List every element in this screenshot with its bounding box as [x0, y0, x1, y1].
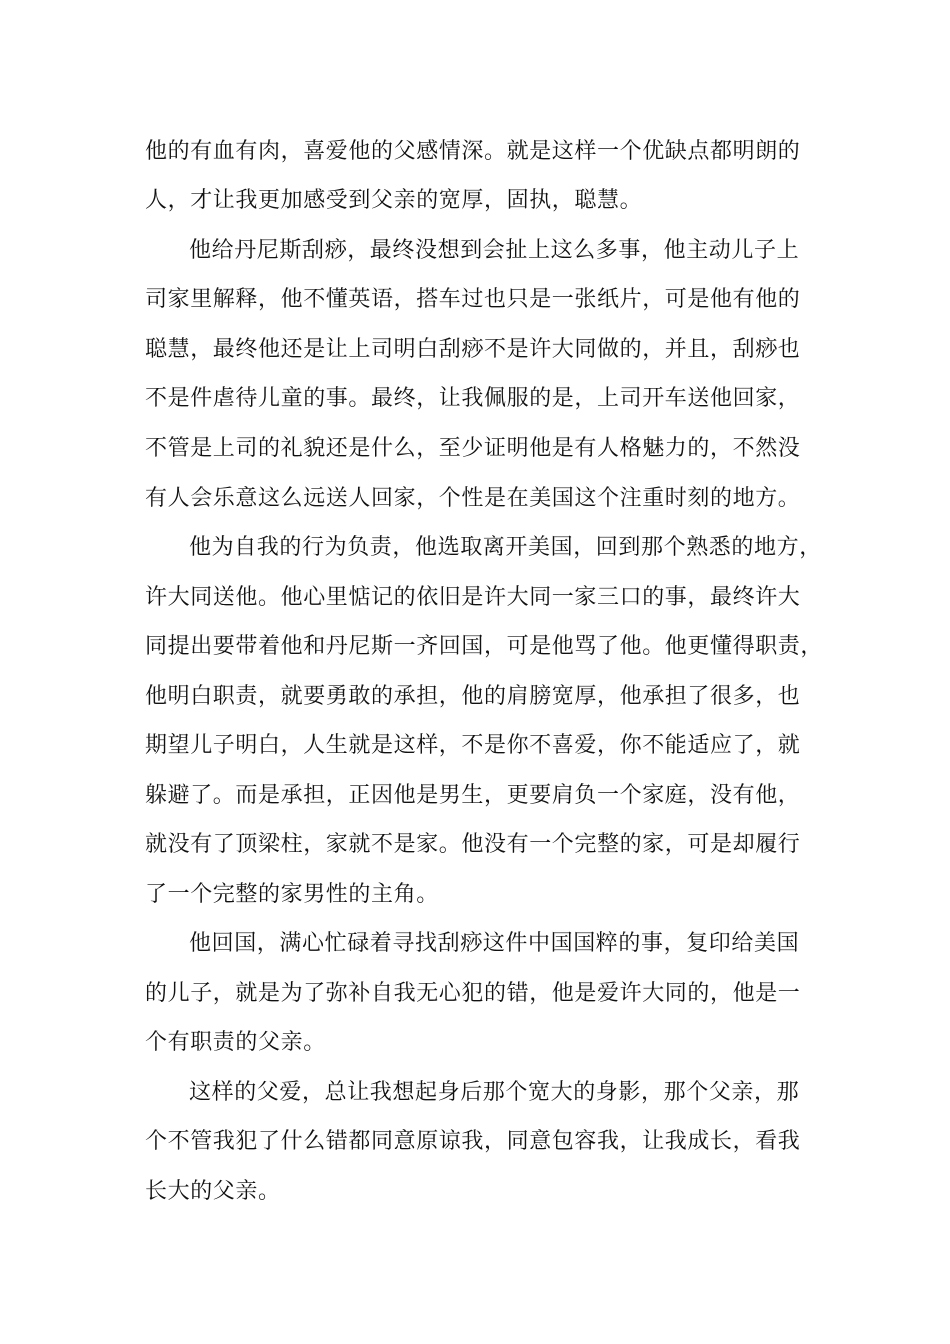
text-line: 许大同送他。他心里惦记的依旧是许大同一家三口的事，最终许大: [145, 585, 801, 610]
text-line: 人，才让我更加感受到父亲的宽厚，固执，聪慧。: [145, 188, 643, 213]
text-line: 躲避了。而是承担，正因他是男生，更要肩负一个家庭，没有他，: [145, 783, 801, 808]
text-line: 聪慧，最终他还是让上司明白刮痧不是许大同做的，并且，刮痧也: [145, 337, 801, 362]
text-line: 不管是上司的礼貌还是什么，至少证明他是有人格魅力的，不然没: [145, 436, 801, 461]
paragraph-start-line: 他回国，满心忙碌着寻找刮痧这件中国国粹的事，复印给美国: [189, 931, 800, 956]
paragraph-start-line: 他为自我的行为负责，他选取离开美国，回到那个熟悉的地方，: [189, 535, 822, 560]
text-line: 不是件虐待儿童的事。最终，让我佩服的是，上司开车送他回家，: [145, 386, 801, 411]
text-line: 的儿子，就是为了弥补自我无心犯的错，他是爱许大同的，他是一: [145, 981, 801, 1006]
text-line: 他明白职责，就要勇敢的承担，他的肩膀宽厚，他承担了很多，也: [145, 684, 801, 709]
paragraph-start-line: 他给丹尼斯刮痧，最终没想到会扯上这么多事，他主动儿子上: [189, 238, 800, 263]
text-line: 同提出要带着他和丹尼斯一齐回国，可是他骂了他。他更懂得职责，: [145, 634, 824, 659]
text-line: 他的有血有肉，喜爱他的父感情深。就是这样一个优缺点都明朗的: [145, 139, 801, 164]
paragraph-start-line: 这样的父爱，总让我想起身后那个宽大的身影，那个父亲，那: [189, 1080, 800, 1105]
text-line: 个不管我犯了什么错都同意原谅我，同意包容我，让我成长，看我: [145, 1129, 801, 1154]
text-line: 长大的父亲。: [145, 1179, 281, 1204]
text-line: 有人会乐意这么远送人回家，个性是在美国这个注重时刻的地方。: [145, 486, 801, 511]
text-line: 期望儿子明白，人生就是这样，不是你不喜爱，你不能适应了，就: [145, 733, 801, 758]
text-line: 司家里解释，他不懂英语，搭车过也只是一张纸片，可是他有他的: [145, 287, 801, 312]
text-line: 就没有了顶梁柱，家就不是家。他没有一个完整的家，可是却履行: [145, 832, 801, 857]
text-line: 了一个完整的家男性的主角。: [145, 882, 439, 907]
text-line: 个有职责的父亲。: [145, 1030, 326, 1055]
